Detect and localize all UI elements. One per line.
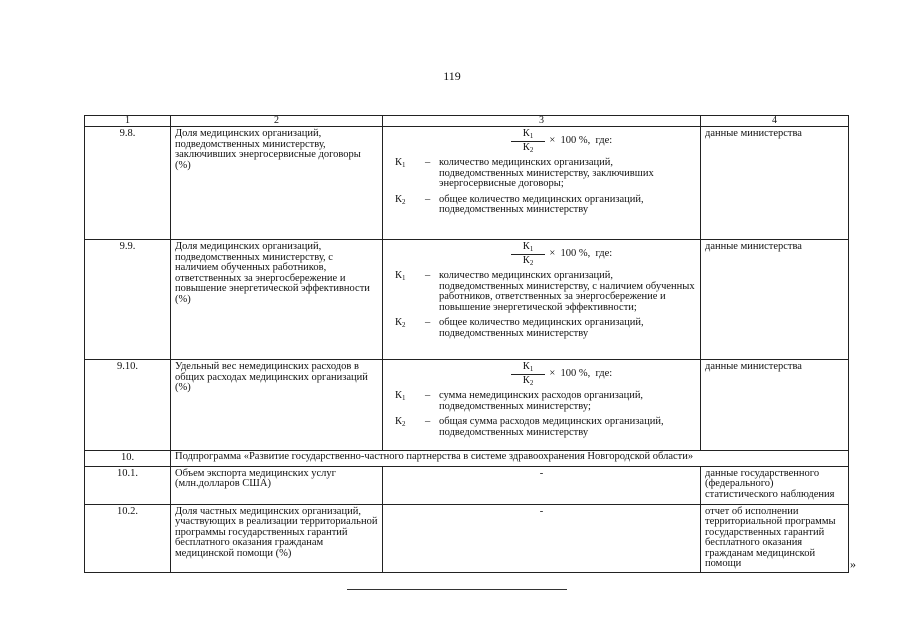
formula <box>387 129 696 153</box>
definition-symbol: $К_2$ <box>395 317 406 329</box>
formula-cell <box>383 240 701 360</box>
definition-symbol: $К_1$ <box>395 157 406 169</box>
table-header-row <box>85 116 849 127</box>
fraction <box>511 242 546 266</box>
indicator-name: Доля частных медицинских организаций, участвующих в реализации территориальной программы государственных гарантий бесплатного оказания гражданам медицинской помощи (%) <box>171 504 383 572</box>
definition <box>387 318 696 339</box>
definition-dash: – <box>425 390 431 401</box>
indicator-name: Удельный вес немедицинских расходов в общих расходах медицинских организаций (%) <box>171 360 383 451</box>
definition-text: общая сумма расходов медицинских организаций, подведомственных министерству <box>439 416 664 438</box>
fraction-denominator: $К_2$ <box>522 141 534 154</box>
definition-dash: – <box>425 193 431 205</box>
fraction-numerator: $К_1$ <box>511 362 546 375</box>
row-number: 9.10. <box>85 360 171 451</box>
header-cell: 2 <box>171 116 383 127</box>
table-row <box>85 360 849 451</box>
row-number: 9.9. <box>85 240 171 360</box>
indicators-table <box>84 115 849 573</box>
formula-cell <box>383 360 701 451</box>
fraction-denominator: $К_2$ <box>522 254 534 267</box>
formula <box>387 362 696 386</box>
definition-text: количество медицинских организаций, подведомственных министерству, с наличием обученных работников, ответственных за энергосбережение и повышение энергетической эффективности; <box>439 270 695 313</box>
definition-text: общее количество медицинских организаций, подведомственных министерству <box>439 317 644 339</box>
row-number: 9.8. <box>85 127 171 240</box>
data-source: данные министерства <box>701 127 849 240</box>
definition-text: общее количество медицинских организаций, подведомственных министерству <box>439 193 644 215</box>
formula-cell <box>383 127 701 240</box>
closing-quote: » <box>850 557 856 571</box>
fraction-denominator: $К_2$ <box>522 374 534 387</box>
table-row <box>85 127 849 240</box>
table-row <box>85 240 849 360</box>
fraction <box>511 129 546 153</box>
definition-text: количество медицинских организаций, подведомственных министерству, заключивших энергосервисные договоры; <box>439 157 654 189</box>
definition-symbol: $К_1$ <box>395 270 406 282</box>
table-row <box>85 466 849 504</box>
data-source: отчет об исполнении территориальной программы государственных гарантий бесплатного оказания гражданам медицинской помощи <box>701 504 849 572</box>
footer-rule <box>347 589 567 590</box>
definition-symbol: $К_1$ <box>395 390 406 402</box>
definition-symbol: $К_2$ <box>395 416 406 428</box>
fraction-numerator: $К_1$ <box>511 129 546 142</box>
definition-dash: – <box>425 270 431 281</box>
formula-cell: - <box>383 504 701 572</box>
definition <box>387 195 696 216</box>
definition-dash: – <box>425 416 431 427</box>
formula-tail: × 100 %, где: <box>549 134 613 146</box>
definition-text: сумма немедицинских расходов организаций, подведомственных министерству; <box>439 390 644 412</box>
row-number: 10. <box>85 451 171 467</box>
header-cell: 3 <box>383 116 701 127</box>
indicator-name: Доля медицинских организаций, подведомственных министерству, заключивших энергосервисные договоры (%) <box>171 127 383 240</box>
definition <box>387 391 696 412</box>
definition-dash: – <box>425 157 431 168</box>
page-number: 119 <box>443 69 461 83</box>
fraction-numerator: $К_1$ <box>511 242 546 255</box>
header-cell: 4 <box>701 116 849 127</box>
indicator-name: Доля медицинских организаций, подведомственных министерству, с наличием обученных работников, ответственных за энергосбережение и повышение энергетической эффективности (%) <box>171 240 383 360</box>
definition-dash: – <box>425 317 431 328</box>
data-source: данные министерства <box>701 240 849 360</box>
row-number: 10.1. <box>85 466 171 504</box>
data-source: данные министерства <box>701 360 849 451</box>
definition <box>387 271 696 313</box>
formula <box>387 242 696 266</box>
definition <box>387 417 696 438</box>
subprogram-title: Подпрограмма «Развитие государственно-частного партнерства в системе здравоохранения Новгородской области» <box>171 451 849 467</box>
formula-tail: × 100 %, где: <box>549 247 613 259</box>
formula-cell: - <box>383 466 701 504</box>
definition-symbol: $К_2$ <box>395 193 406 206</box>
indicator-name: Объем экспорта медицинских услуг (млн.долларов США) <box>171 466 383 504</box>
header-cell: 1 <box>85 116 171 127</box>
formula-tail: × 100 %, где: <box>549 367 613 379</box>
fraction <box>511 362 546 386</box>
table-row <box>85 504 849 572</box>
definition <box>387 158 696 190</box>
row-number: 10.2. <box>85 504 171 572</box>
subprogram-row <box>85 451 849 467</box>
data-source: данные государственного (федерального) статистического наблюдения <box>701 466 849 504</box>
